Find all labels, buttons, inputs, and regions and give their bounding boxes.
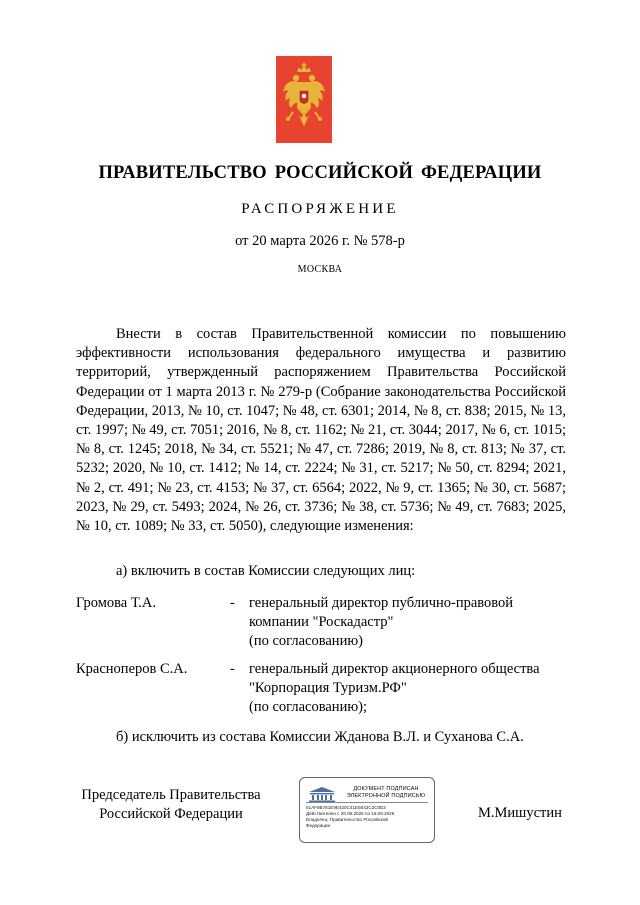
stamp-title-line: ДОКУМЕНТ ПОДПИСАН: [353, 786, 419, 792]
stamp-owner: Владелец: Правительство Российской: [306, 817, 388, 822]
person-description-line: генеральный директор публично-правовой: [249, 595, 514, 611]
main-text: [76, 325, 566, 536]
person-dash: -: [230, 661, 235, 677]
stamp-serial: 51AF8B761E9E420C41E5043C3C0E3: [306, 805, 386, 810]
clause-a: а) включить в состав Комиссии следующих лиц:: [116, 563, 416, 579]
person-description-line: (по согласованию): [249, 633, 363, 650]
stamp-divider: [306, 802, 428, 803]
government-building-icon: [307, 785, 337, 803]
person-name: Красноперов С.А.: [76, 661, 188, 677]
main-paragraph: Внести в состав Правительственной комиссии по повышению эффективности использования федерального имущества и развитию территорий, утвержденный распоряжением Правительства Российской Федерации от 1 марта 2013 г. № 279-р (Собрание законодательства Российской Федерации, 2013, № 10, ст. 1047; № 48, ст. 6301; 2014, № 8, ст. 838; 2015, № 13, ст. 1997; № 49, ст. 7051; 2016, № 8, ст. 1162; № 21, ст. 3044; 2017, № 6, ст. 1015; № 8, ст. 1245; 2018, № 34, ст. 5521; № 47, ст. 7286; 2019, № 8, ст. 813; № 37, ст. 5232; 2020, № 10, ст. 1412; № 14, ст. 2224; № 31, ст. 5217; № 50, ст. 8294; 2021, № 2, ст. 491; № 23, ст. 4153; № 37, ст. 6564; 2022, № 9, ст. 1365; № 30, ст. 5687; 2023, № 29, ст. 5493; 2024, № 26, ст. 3736; № 38, ст. 5736; № 49, ст. 7683; 2025, № 10, ст. 1089; № 33, ст. 5050), следующие изменения:: [76, 326, 566, 535]
chair-title-line: Председатель Правительства: [81, 787, 261, 803]
clause-b: б) исключить из состава Комиссии Жданова В.Л. и Суханова С.А.: [116, 729, 524, 745]
person-description-line: генеральный директор акционерного общества: [249, 661, 540, 677]
stamp-owner: Федерации: [306, 823, 331, 828]
person-description-line: (по согласованию);: [249, 699, 368, 716]
stamp-details: [306, 805, 432, 829]
electronic-signature-stamp: [299, 777, 435, 843]
coat-of-arms-icon: [276, 56, 332, 143]
chair-title-line: Российской Федерации: [99, 806, 243, 822]
document-date-number: от 20 марта 2026 г. № 578-р: [235, 233, 405, 249]
person-name: Громова Т.А.: [76, 595, 156, 611]
document-type: РАСПОРЯЖЕНИЕ: [241, 201, 399, 217]
person-description: [249, 660, 569, 718]
document-city: МОСКВА: [297, 264, 343, 275]
person-dash: -: [230, 595, 235, 611]
person-description-line: компании "Роскадастр": [249, 614, 394, 631]
person-description: [249, 594, 569, 652]
person-description-line: "Корпорация Туризм.РФ": [249, 680, 407, 697]
stamp-validity: Действителен с 26.06.2025 по 19.09.2026: [306, 811, 395, 816]
signer-name: М.Мишустин: [478, 805, 562, 821]
stamp-title: [340, 786, 432, 799]
stamp-title-line: ЭЛЕКТРОННОЙ ПОДПИСЬЮ: [346, 792, 426, 799]
government-title: ПРАВИТЕЛЬСТВО РОССИЙСКОЙ ФЕДЕРАЦИИ: [98, 163, 542, 183]
chair-title: [76, 786, 266, 824]
